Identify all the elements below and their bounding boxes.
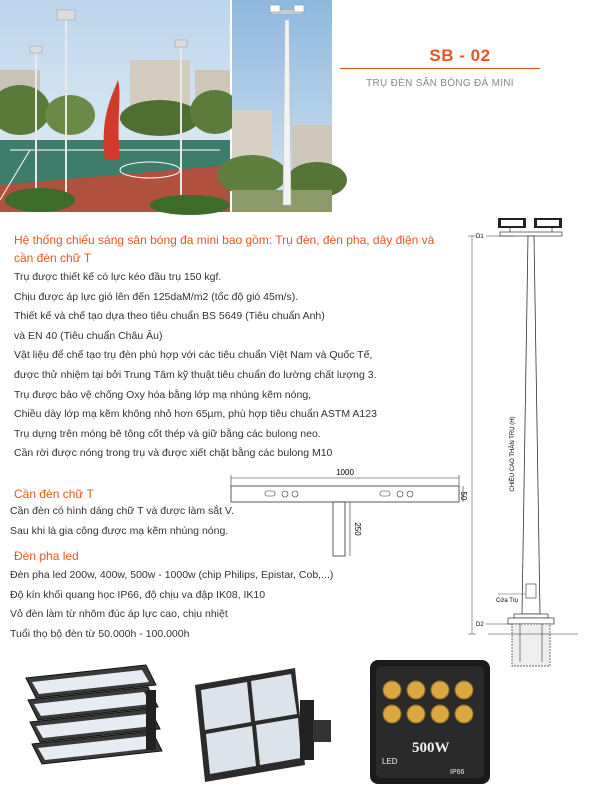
spec-item: và EN 40 (Tiêu chuẩn Châu Âu) [14, 329, 163, 342]
door-label: Cửa Trụ [496, 598, 519, 604]
bracket-stem-dim: 250 [353, 522, 362, 536]
d1-label: D1 [476, 234, 484, 240]
cob-floodlight-photo [360, 652, 500, 792]
bracket-line: Sau khi là gia công được mạ kẽm nhúng nóng. [10, 524, 229, 537]
spec-item: Trụ được bảo vệ chống Oxy hóa bằng lớp mạ nhúng kẽm nóng, [14, 388, 312, 401]
spec-item: Thiết kế và chế tạo dựa theo tiêu chuẩn BS 5649 (Tiêu chuẩn Anh) [14, 310, 325, 323]
spec-item: được thử nhiệm tại bởi Trung Tâm kỹ thuật tiêu chuẩn đo lường chất lượng 3. [14, 368, 377, 381]
spec-item: Trụ được thiết kế có lực kéo đầu trụ 150 kgf. [14, 271, 222, 283]
pole-drawing [468, 214, 598, 674]
intro-heading-line1: Hệ thống chiếu sáng sân bóng đa mini bao gồm: Trụ đèn, đèn pha, dây điện và [14, 233, 435, 247]
intro-heading-line2: cần đèn chữ T [14, 251, 92, 265]
title-divider [340, 68, 540, 69]
d2-label: D2 [476, 622, 484, 628]
spec-item: Chiều dày lớp mạ kẽm không nhỏ hơn 65µm, phù hợp tiêu chuẩn ASTM A123 [14, 408, 377, 421]
floodlight-line: Đèn pha led 200w, 400w, 500w - 1000w (chip Philips, Epistar, Cob,...) [10, 569, 334, 581]
floodlight-heading: Đèn pha led [14, 549, 79, 563]
product-subtitle: TRỤ ĐÈN SÂN BÓNG ĐÁ MINI [366, 78, 514, 89]
intro-heading [14, 231, 444, 267]
spec-item: Vật liệu để chế tạo trụ đèn phù hợp với các tiêu chuẩn Việt Nam và Quốc Tế, [14, 349, 373, 362]
spec-item: Trụ dựng trên móng bê tông cốt thép và giữ bằng các bulong neo. [14, 427, 321, 440]
bracket-width-dim: 1000 [336, 468, 354, 477]
bracket-height-dim: 50 [459, 491, 468, 501]
flood-panel-photo [185, 660, 335, 790]
watt-text: 500W [412, 740, 450, 756]
pole-height-label: CHIỀU CAO THÂN TRỤ (H) [510, 416, 516, 492]
floodlight-line: Tuổi thọ bộ đèn từ 50.000h - 100.000h [10, 627, 190, 640]
bracket-line: Cần đèn có hình dáng chữ T và được làm sắt V. [10, 505, 234, 517]
product-code: SB - 02 [429, 46, 491, 65]
pole-photo [232, 0, 332, 212]
bracket-drawing [225, 466, 468, 566]
spec-list [14, 268, 377, 464]
bracket-list [10, 502, 234, 541]
stadium-photo [0, 0, 230, 212]
floodlight-photo-strip [16, 660, 166, 790]
ip-text: IP66 [450, 769, 465, 776]
bracket-heading: Cần đèn chữ T [14, 487, 94, 501]
floodlight-line: Vỏ đèn làm từ nhôm đúc áp lực cao, chịu nhiệt [10, 608, 228, 621]
floodlight-list [10, 566, 333, 644]
led-text: LED [382, 757, 398, 766]
spec-item: Chịu được áp lực gió lên đến 125daM/m2 (tốc độ gió 45m/s). [14, 290, 299, 303]
spec-item: Cần rời được nóng trong trụ và được xiết chặt bằng các bulong M10 [14, 447, 333, 460]
floodlight-line: Độ kín khối quang học IP66, độ chịu va đập IK08, IK10 [10, 588, 266, 601]
